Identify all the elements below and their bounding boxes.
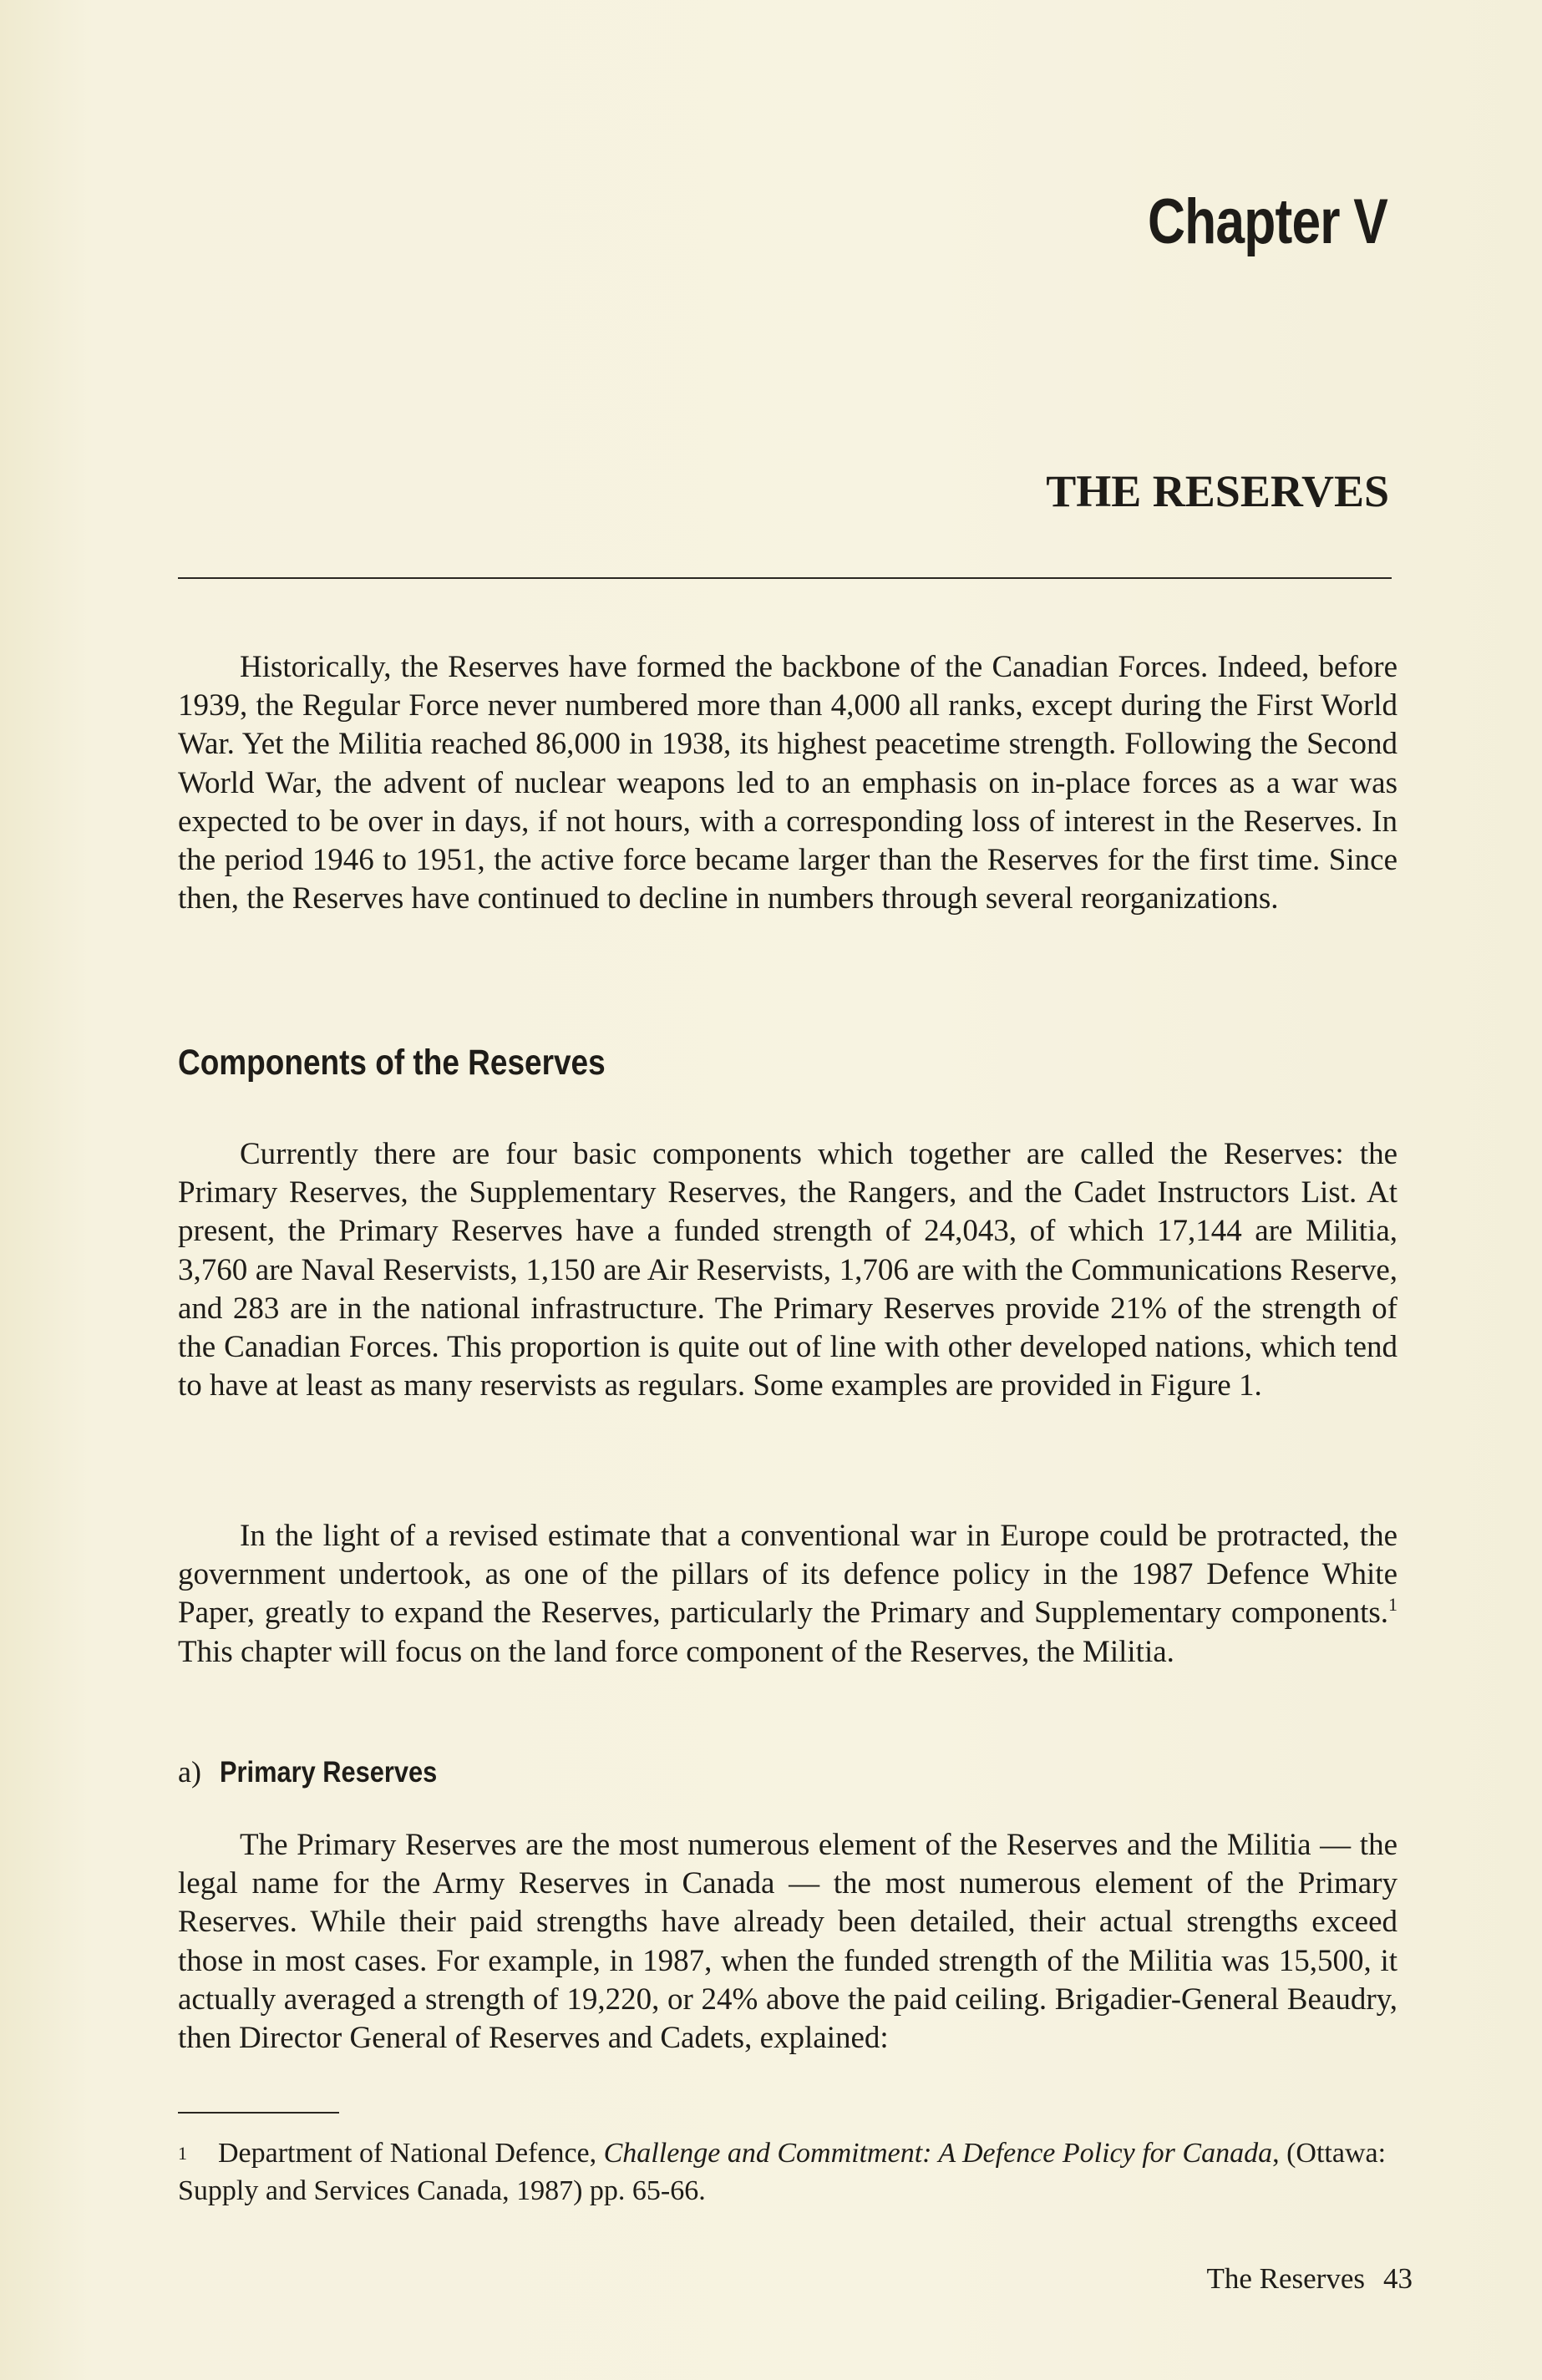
section-heading-components: Components of the Reserves	[178, 1043, 606, 1083]
running-footer	[1206, 2262, 1413, 2296]
subsection-heading-primary-reserves	[178, 1754, 467, 1789]
footnote-rest: , (Ottawa: Supply and Services Canada, 1987) pp. 65-66.	[178, 2138, 1387, 2206]
subsection-title: Primary Reserves	[219, 1756, 438, 1789]
footnote-lead: Department of National Defence,	[218, 2138, 604, 2169]
footnote-reference: 1	[1388, 1594, 1397, 1616]
title-divider	[178, 577, 1392, 579]
footnote-title: Challenge and Commitment: A Defence Policy for Canada	[603, 2138, 1273, 2169]
primary-reserves-paragraph: The Primary Reserves are the most numerous element of the Reserves and the Militia — the legal name for the Army Reserves in Canada — the most numerous element of the Primary Reserves. While their paid strengths have already been detailed, their actual strengths exceed those in most cases. For example, in 1987, when the funded strength of the Militia was 15,500, it actually averaged a strength of 19,220, or 24% above the paid ceiling. Brigadier-General Beaudry, then Director General of Reserves and Cadets, explained:	[178, 1828, 1397, 2056]
chapter-title: THE RESERVES	[1046, 466, 1389, 516]
footnote-divider	[178, 2112, 339, 2114]
chapter-label: Chapter V	[1148, 186, 1387, 257]
components-paragraph-2-text: In the light of a revised estimate that a conventional war in Europe could be protracted, the government undertook, as one of the pillars of its defence policy in the 1987 Defence White Paper, greatly to expand the Reserves, particularly the Primary and Supplementary components.	[178, 1519, 1397, 1631]
subsection-marker: a)	[178, 1755, 201, 1789]
page-number: 43	[1383, 2262, 1413, 2295]
running-title: The Reserves	[1206, 2262, 1365, 2295]
components-paragraph-2	[178, 1517, 1397, 1672]
footnote-marker: 1	[178, 2143, 187, 2164]
footnote	[178, 2134, 1406, 2210]
intro-paragraph: Historically, the Reserves have formed the backbone of the Canadian Forces. Indeed, before 1939, the Regular Force never numbered more than 4,000 all ranks, except during the First World War. Yet the Militia reached 86,000 in 1938, its highest peacetime strength. Following the Second World War, the advent of nuclear weapons led to an emphasis on in-place forces as a war was expected to be over in days, if not hours, with a corresponding loss of interest in the Reserves. In the period 1946 to 1951, the active force became larger than the Reserves for the first time. Since then, the Reserves have continued to decline in numbers through several reorganizations.	[178, 650, 1397, 916]
components-paragraph-2-end: This chapter will focus on the land force component of the Reserves, the Militia.	[178, 1634, 1174, 1669]
components-paragraph-1: Currently there are four basic components which together are called the Reserves: the Primary Reserves, the Supplementary Reserves, the Rangers, and the Cadet Instructors List. At present, the Primary Reserves have a funded strength of 24,043, of which 17,144 are Militia, 3,760 are Naval Reservists, 1,150 are Air Reservists, 1,706 are with the Communications Reserve, and 283 are in the national infrastructure. The Primary Reserves provide 21% of the strength of the Canadian Forces. This proportion is quite out of line with other developed nations, which tend to have at least as many reservists as regulars. Some examples are provided in Figure 1.	[178, 1137, 1397, 1403]
